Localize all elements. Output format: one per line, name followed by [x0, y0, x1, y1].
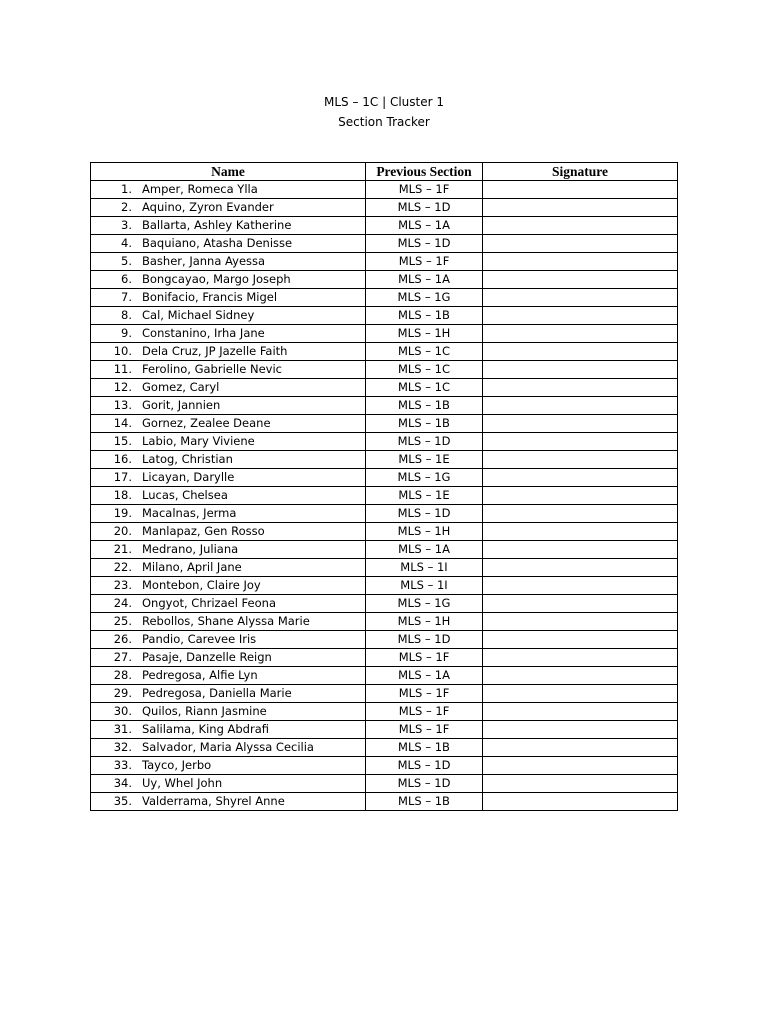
table-row	[91, 325, 678, 343]
student-name: Basher, Janna Ayessa	[142, 254, 266, 268]
table-body	[91, 181, 678, 811]
student-name: Uy, Whel John	[142, 776, 223, 790]
previous-section-cell: MLS – 1F	[366, 703, 483, 721]
name-cell	[91, 253, 366, 271]
signature-cell	[483, 505, 678, 523]
previous-section-cell: MLS – 1F	[366, 685, 483, 703]
signature-cell	[483, 199, 678, 217]
table-row	[91, 307, 678, 325]
student-name: Gorit, Jannien	[142, 398, 221, 412]
student-name: Licayan, Darylle	[142, 470, 235, 484]
name-cell	[91, 559, 366, 577]
signature-cell	[483, 235, 678, 253]
student-name: Bongcayao, Margo Joseph	[142, 272, 291, 286]
row-number: 30.	[113, 704, 132, 718]
row-number: 14.	[113, 416, 132, 430]
table-row	[91, 217, 678, 235]
row-number: 11.	[113, 362, 132, 376]
student-name: Milano, April Jane	[142, 560, 242, 574]
signature-cell	[483, 721, 678, 739]
row-number: 21.	[113, 542, 132, 556]
signature-cell	[483, 775, 678, 793]
name-cell	[91, 595, 366, 613]
previous-section-cell: MLS – 1D	[366, 433, 483, 451]
row-number: 32.	[113, 740, 132, 754]
signature-cell	[483, 325, 678, 343]
previous-section-cell: MLS – 1B	[366, 397, 483, 415]
table-row	[91, 559, 678, 577]
row-number: 16.	[113, 452, 132, 466]
student-name: Ballarta, Ashley Katherine	[142, 218, 292, 232]
name-cell	[91, 217, 366, 235]
row-number: 7.	[121, 290, 132, 304]
student-name: Valderrama, Shyrel Anne	[142, 794, 285, 808]
row-number: 34.	[113, 776, 132, 790]
row-number: 13.	[113, 398, 132, 412]
previous-section-cell: MLS – 1F	[366, 649, 483, 667]
student-name: Amper, Romeca Ylla	[142, 182, 258, 196]
row-number: 8.	[121, 308, 132, 322]
row-number: 26.	[113, 632, 132, 646]
table-row	[91, 235, 678, 253]
previous-section-cell: MLS – 1D	[366, 199, 483, 217]
table-row	[91, 397, 678, 415]
previous-section-cell: MLS – 1B	[366, 415, 483, 433]
previous-section-cell: MLS – 1C	[366, 379, 483, 397]
name-cell	[91, 307, 366, 325]
table-row	[91, 469, 678, 487]
previous-section-cell: MLS – 1I	[366, 559, 483, 577]
name-cell	[91, 631, 366, 649]
table-row	[91, 541, 678, 559]
previous-section-cell: MLS – 1H	[366, 325, 483, 343]
name-cell	[91, 289, 366, 307]
name-cell	[91, 739, 366, 757]
table-row	[91, 181, 678, 199]
previous-section-cell: MLS – 1C	[366, 343, 483, 361]
student-name: Lucas, Chelsea	[142, 488, 228, 502]
previous-section-cell: MLS – 1F	[366, 181, 483, 199]
table-row	[91, 595, 678, 613]
column-header-previous-section: Previous Section	[366, 163, 483, 181]
name-cell	[91, 469, 366, 487]
signature-cell	[483, 217, 678, 235]
table-row	[91, 343, 678, 361]
signature-cell	[483, 667, 678, 685]
name-cell	[91, 271, 366, 289]
column-header-signature: Signature	[483, 163, 678, 181]
name-cell	[91, 181, 366, 199]
signature-cell	[483, 577, 678, 595]
student-name: Ferolino, Gabrielle Nevic	[142, 362, 282, 376]
previous-section-cell: MLS – 1E	[366, 451, 483, 469]
row-number: 23.	[113, 578, 132, 592]
row-number: 27.	[113, 650, 132, 664]
name-cell	[91, 487, 366, 505]
row-number: 4.	[121, 236, 132, 250]
row-number: 18.	[113, 488, 132, 502]
table-row	[91, 289, 678, 307]
student-name: Bonifacio, Francis Migel	[142, 290, 278, 304]
name-cell	[91, 703, 366, 721]
name-cell	[91, 685, 366, 703]
row-number: 12.	[113, 380, 132, 394]
row-number: 5.	[121, 254, 132, 268]
student-name: Aquino, Zyron Evander	[142, 200, 274, 214]
previous-section-cell: MLS – 1D	[366, 775, 483, 793]
table-row	[91, 415, 678, 433]
name-cell	[91, 379, 366, 397]
signature-cell	[483, 595, 678, 613]
row-number: 3.	[121, 218, 132, 232]
table-row	[91, 775, 678, 793]
row-number: 24.	[113, 596, 132, 610]
signature-cell	[483, 541, 678, 559]
table-row	[91, 667, 678, 685]
signature-cell	[483, 739, 678, 757]
name-cell	[91, 649, 366, 667]
signature-cell	[483, 361, 678, 379]
previous-section-cell: MLS – 1H	[366, 613, 483, 631]
signature-cell	[483, 415, 678, 433]
name-cell	[91, 199, 366, 217]
row-number: 33.	[113, 758, 132, 772]
document-subtitle: Section Tracker	[338, 115, 430, 129]
name-cell	[91, 505, 366, 523]
row-number: 15.	[113, 434, 132, 448]
previous-section-cell: MLS – 1F	[366, 253, 483, 271]
name-cell	[91, 721, 366, 739]
name-cell	[91, 757, 366, 775]
row-number: 20.	[113, 524, 132, 538]
student-name: Gornez, Zealee Deane	[142, 416, 271, 430]
name-cell	[91, 325, 366, 343]
student-name: Quilos, Riann Jasmine	[142, 704, 267, 718]
table-row	[91, 721, 678, 739]
row-number: 19.	[113, 506, 132, 520]
signature-cell	[483, 451, 678, 469]
signature-cell	[483, 649, 678, 667]
row-number: 1.	[121, 182, 132, 196]
previous-section-cell: MLS – 1A	[366, 667, 483, 685]
signature-cell	[483, 631, 678, 649]
previous-section-cell: MLS – 1C	[366, 361, 483, 379]
table-row	[91, 487, 678, 505]
previous-section-cell: MLS – 1D	[366, 757, 483, 775]
previous-section-cell: MLS – 1B	[366, 793, 483, 811]
student-name: Dela Cruz, JP Jazelle Faith	[142, 344, 288, 358]
table-row	[91, 199, 678, 217]
previous-section-cell: MLS – 1D	[366, 235, 483, 253]
previous-section-cell: MLS – 1B	[366, 739, 483, 757]
previous-section-cell: MLS – 1D	[366, 631, 483, 649]
student-name: Salvador, Maria Alyssa Cecilia	[142, 740, 314, 754]
student-name: Pasaje, Danzelle Reign	[142, 650, 272, 664]
table-header	[91, 163, 678, 181]
signature-cell	[483, 685, 678, 703]
student-name: Montebon, Claire Joy	[142, 578, 261, 592]
table-row	[91, 577, 678, 595]
row-number: 6.	[121, 272, 132, 286]
name-cell	[91, 793, 366, 811]
signature-cell	[483, 487, 678, 505]
signature-cell	[483, 757, 678, 775]
table-row	[91, 613, 678, 631]
previous-section-cell: MLS – 1A	[366, 541, 483, 559]
previous-section-cell: MLS – 1E	[366, 487, 483, 505]
table-row	[91, 505, 678, 523]
signature-cell	[483, 307, 678, 325]
table-row	[91, 271, 678, 289]
table-row	[91, 253, 678, 271]
section-tracker-table	[90, 162, 678, 811]
student-name: Baquiano, Atasha Denisse	[142, 236, 293, 250]
signature-cell	[483, 181, 678, 199]
name-cell	[91, 415, 366, 433]
name-cell	[91, 397, 366, 415]
student-name: Manlapaz, Gen Rosso	[142, 524, 265, 538]
signature-cell	[483, 523, 678, 541]
student-name: Salilama, King Abdrafi	[142, 722, 270, 736]
document-header	[0, 92, 768, 132]
student-name: Gomez, Caryl	[142, 380, 220, 394]
column-header-name: Name	[91, 163, 366, 181]
signature-cell	[483, 793, 678, 811]
row-number: 25.	[113, 614, 132, 628]
table-row	[91, 739, 678, 757]
student-name: Pandio, Carevee Iris	[142, 632, 257, 646]
signature-cell	[483, 613, 678, 631]
previous-section-cell: MLS – 1I	[366, 577, 483, 595]
table-row	[91, 793, 678, 811]
student-name: Latog, Christian	[142, 452, 233, 466]
row-number: 17.	[113, 470, 132, 484]
row-number: 29.	[113, 686, 132, 700]
table-row	[91, 649, 678, 667]
previous-section-cell: MLS – 1B	[366, 307, 483, 325]
row-number: 10.	[113, 344, 132, 358]
previous-section-cell: MLS – 1A	[366, 217, 483, 235]
student-name: Constanino, Irha Jane	[142, 326, 265, 340]
signature-cell	[483, 559, 678, 577]
table-row	[91, 433, 678, 451]
name-cell	[91, 235, 366, 253]
student-name: Ongyot, Chrizael Feona	[142, 596, 276, 610]
row-number: 31.	[113, 722, 132, 736]
signature-cell	[483, 253, 678, 271]
document-title: MLS – 1C | Cluster 1	[323, 95, 444, 109]
previous-section-cell: MLS – 1G	[366, 289, 483, 307]
student-name: Pedregosa, Alfie Lyn	[142, 668, 258, 682]
previous-section-cell: MLS – 1G	[366, 595, 483, 613]
name-cell	[91, 775, 366, 793]
student-name: Medrano, Juliana	[142, 542, 239, 556]
table-row	[91, 685, 678, 703]
name-cell	[91, 541, 366, 559]
table-row	[91, 361, 678, 379]
student-name: Macalnas, Jerma	[142, 506, 237, 520]
signature-cell	[483, 397, 678, 415]
name-cell	[91, 667, 366, 685]
student-name: Tayco, Jerbo	[142, 758, 212, 772]
table-row	[91, 703, 678, 721]
name-cell	[91, 343, 366, 361]
name-cell	[91, 451, 366, 469]
previous-section-cell: MLS – 1G	[366, 469, 483, 487]
row-number: 9.	[121, 326, 132, 340]
table-row	[91, 451, 678, 469]
table-row	[91, 523, 678, 541]
name-cell	[91, 577, 366, 595]
signature-cell	[483, 379, 678, 397]
row-number: 35.	[113, 794, 132, 808]
table-row	[91, 757, 678, 775]
previous-section-cell: MLS – 1A	[366, 271, 483, 289]
signature-cell	[483, 289, 678, 307]
previous-section-cell: MLS – 1D	[366, 505, 483, 523]
signature-cell	[483, 343, 678, 361]
signature-cell	[483, 469, 678, 487]
table-row	[91, 379, 678, 397]
signature-cell	[483, 271, 678, 289]
table-row	[91, 631, 678, 649]
name-cell	[91, 613, 366, 631]
student-name: Rebollos, Shane Alyssa Marie	[142, 614, 310, 628]
name-cell	[91, 523, 366, 541]
name-cell	[91, 361, 366, 379]
previous-section-cell: MLS – 1F	[366, 721, 483, 739]
row-number: 2.	[121, 200, 132, 214]
signature-cell	[483, 703, 678, 721]
name-cell	[91, 433, 366, 451]
signature-cell	[483, 433, 678, 451]
student-name: Labio, Mary Viviene	[142, 434, 255, 448]
row-number: 22.	[113, 560, 132, 574]
student-name: Pedregosa, Daniella Marie	[142, 686, 292, 700]
row-number: 28.	[113, 668, 132, 682]
header-row	[91, 163, 678, 181]
student-name: Cal, Michael Sidney	[142, 308, 255, 322]
previous-section-cell: MLS – 1H	[366, 523, 483, 541]
